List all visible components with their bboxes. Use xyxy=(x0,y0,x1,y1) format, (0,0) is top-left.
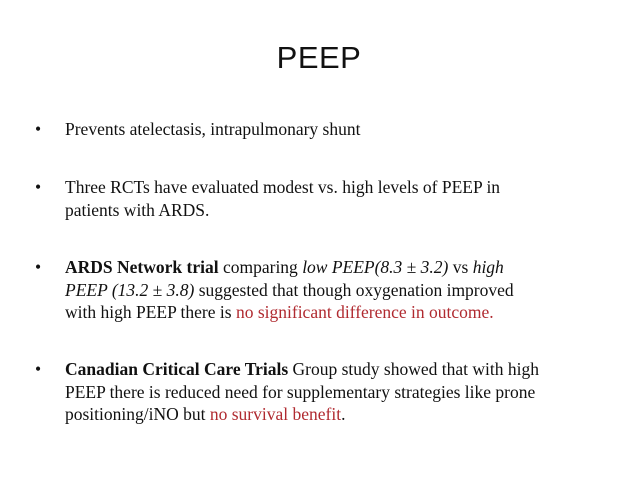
text-line xyxy=(65,199,625,222)
bullet-marker: • xyxy=(35,257,42,277)
bullet-marker: • xyxy=(35,359,42,379)
text-line xyxy=(65,256,625,279)
slide-title: PEEP xyxy=(276,40,362,75)
text-line xyxy=(65,279,625,302)
bullet-text xyxy=(65,358,625,426)
italic-term: high xyxy=(472,257,504,277)
bullet-marker: • xyxy=(35,177,42,197)
bullet-text xyxy=(65,118,625,141)
bullet-text xyxy=(65,256,625,324)
text-run: Prevents atelectasis, intrapulmonary shunt xyxy=(65,119,361,139)
bold-term: ARDS Network trial xyxy=(65,257,219,277)
italic-term: low PEEP(8.3 ± 3.2) xyxy=(302,257,449,277)
text-run: comparing xyxy=(218,257,303,277)
text-line xyxy=(65,301,625,324)
text-run: Three RCTs have evaluated modest vs. high levels of PEEP in xyxy=(65,177,501,197)
text-line xyxy=(65,176,625,199)
text-line xyxy=(65,118,625,141)
text-run: . xyxy=(341,404,346,424)
bullet-text xyxy=(65,176,625,221)
text-run: with high PEEP there is xyxy=(65,302,236,322)
text-line xyxy=(65,403,625,426)
bullet-marker: • xyxy=(35,119,42,139)
bold-term: Canadian Critical Care Trials xyxy=(65,359,289,379)
text-run: patients with ARDS. xyxy=(65,199,210,220)
italic-term: PEEP (13.2 ± 3.8) xyxy=(65,279,195,300)
text-run: suggested that though oxygenation improved xyxy=(194,279,514,300)
text-run: PEEP there is reduced need for supplementary strategies like prone xyxy=(65,381,536,402)
red-highlight: no survival benefit xyxy=(209,404,342,424)
text-run: Group study showed that with high xyxy=(288,359,539,379)
text-run: vs xyxy=(448,257,473,277)
text-run: positioning/iNO but xyxy=(65,404,210,424)
text-line xyxy=(65,381,625,404)
text-line xyxy=(65,358,625,381)
red-highlight: no significant difference in outcome. xyxy=(235,302,494,322)
